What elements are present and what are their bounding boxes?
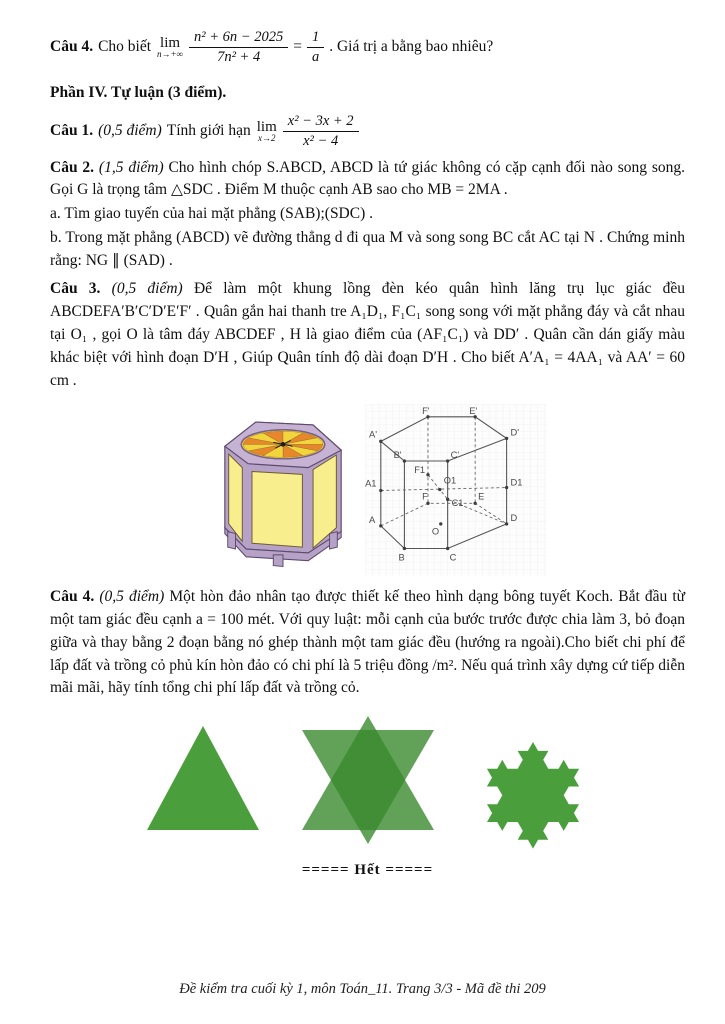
fraction-rhs: $\frac{1}{a}$ <box>307 28 324 66</box>
label-e-prime: E' <box>468 406 477 417</box>
figure-koch-shapes <box>50 714 685 854</box>
label-f1: F1 <box>413 465 425 476</box>
question-3 <box>50 278 685 392</box>
equals-sign: = <box>293 38 302 56</box>
question-label: Câu 4. <box>50 38 94 56</box>
label-c-prime: C' <box>450 450 459 461</box>
label-c: C <box>449 552 456 563</box>
question-lead-text: Tính giới hạn <box>166 122 251 140</box>
prism-diagram-figure <box>365 404 547 576</box>
end-marker-text: Hết <box>354 862 381 879</box>
koch-iteration-1-star <box>293 714 443 846</box>
koch-iteration-0-triangle <box>143 722 263 834</box>
question-lead-text: Cho biết <box>98 38 152 56</box>
limit-operator: lim x→2 <box>256 118 277 143</box>
question-2-item-a: a. Tìm giao tuyến của hai mặt phẳng (SAB);(SDC) . <box>50 205 374 223</box>
page-footer: Đề kiểm tra cuối kỳ 1, môn Toán_11. Trang 3/3 - Mã đề thi 209 <box>179 981 546 997</box>
label-o: O <box>431 527 439 538</box>
points-label: (1,5 điểm) <box>98 158 164 176</box>
koch-iteration-2-snowflake <box>473 724 593 854</box>
question-body-text: Cho hình chóp S.ABCD, ABCD là tứ giác không có cặp cạnh đối nào song song. Gọi G là trọng tâm △SDC . Điểm M thuộc cạnh AB sao cho MB = 2MA . <box>50 158 685 199</box>
question-tail-text: . Giá trị a bằng bao nhiêu? <box>329 38 494 56</box>
end-marker <box>50 862 685 879</box>
label-a-prime: A' <box>368 429 377 440</box>
question-body-text: Một hòn đảo nhân tạo được thiết kế theo hình dạng bông tuyết Koch. Bắt đầu từ một tam giác đều cạnh a = 100 mét. Với quy luật: mỗi cạnh của bước trước được chia làm 3, bỏ đoạn giữa và thay bằng 2 đoạn bằng nó ghép thành một tam giác đều (hướng ra ngoài).Cho biết chi phí để lấp đất và trồng cỏ phủ kín hòn đảo có chi phí là 5 triệu đồng /m². Nếu quá trình xây dựng cứ tiếp diễn mãi mãi, hãy tính tổng chi phí lấp đất và trồng cỏ. <box>50 588 686 697</box>
question-2-item-b: b. Trong mặt phẳng (ABCD) vẽ đường thẳng d đi qua M và song song BC cắt AC tại N . Chứng minh rằng: NG ∥ (SAD) . <box>50 228 685 269</box>
question-body-text: Để làm một khung lồng đèn kéo quân hình lăng trụ lục giác đều ABCDEFA′B′C′D′E′F′ . Quân gắn hai thanh tre A₁D₁, F₁C₁ song song với mặt phẳng đáy và cắt nhau tại O₁ , gọi O là tâm đáy ABCDEF , H là giao điểm của (AF₁C₁) và DD′ . Quân cần dán giấy màu khác biệt với hình đoạn D′H , Giúp Quân tính độ dài đoạn D′H . Cho biết A′A₁ = 4AA₁ và AA′ = 60 cm . <box>50 280 686 389</box>
label-f: F <box>421 491 428 502</box>
figure-lantern-and-prism <box>80 404 685 576</box>
label-b: B <box>398 552 405 563</box>
label-e: E <box>477 491 484 502</box>
points-label: (0,5 điểm) <box>98 122 162 140</box>
fraction: $\frac{\text{n² + 6n − 2025}}{\text{7n² + 4}}$ <box>189 28 288 66</box>
label-d1: D1 <box>510 477 522 488</box>
question-label: Câu 2. <box>50 158 95 176</box>
points-label: (0,5 điểm) <box>111 280 183 298</box>
question-2-intro <box>50 157 685 203</box>
label-a1: A1 <box>364 478 377 489</box>
label-o1: O1 <box>443 475 456 486</box>
points-label: (0,5 điểm) <box>99 588 165 606</box>
hexagonal-lantern-figure <box>219 404 347 570</box>
label-a: A <box>368 515 375 526</box>
part-iv-heading: Phần IV. Tự luận (3 điểm). <box>50 84 227 102</box>
label-b-prime: B' <box>393 450 402 461</box>
limit-operator: lim n→+∞ <box>157 34 184 59</box>
end-marker-left: ===== <box>301 862 350 879</box>
question-4-part3-line <box>50 28 685 66</box>
question-label: Câu 1. <box>50 122 94 140</box>
question-4 <box>50 586 685 700</box>
label-c1: C1 <box>451 498 464 509</box>
label-f-prime: F' <box>421 406 430 417</box>
question-label: Câu 3. <box>50 280 101 298</box>
label-d-prime: D' <box>510 427 519 438</box>
fraction: $\frac{\text{x² − 3x + 2}}{\text{x² − 4}}$ <box>283 112 359 150</box>
question-label: Câu 4. <box>50 588 95 606</box>
label-d: D <box>510 513 517 524</box>
question-1-line <box>50 112 685 150</box>
end-marker-right: ===== <box>385 862 434 879</box>
